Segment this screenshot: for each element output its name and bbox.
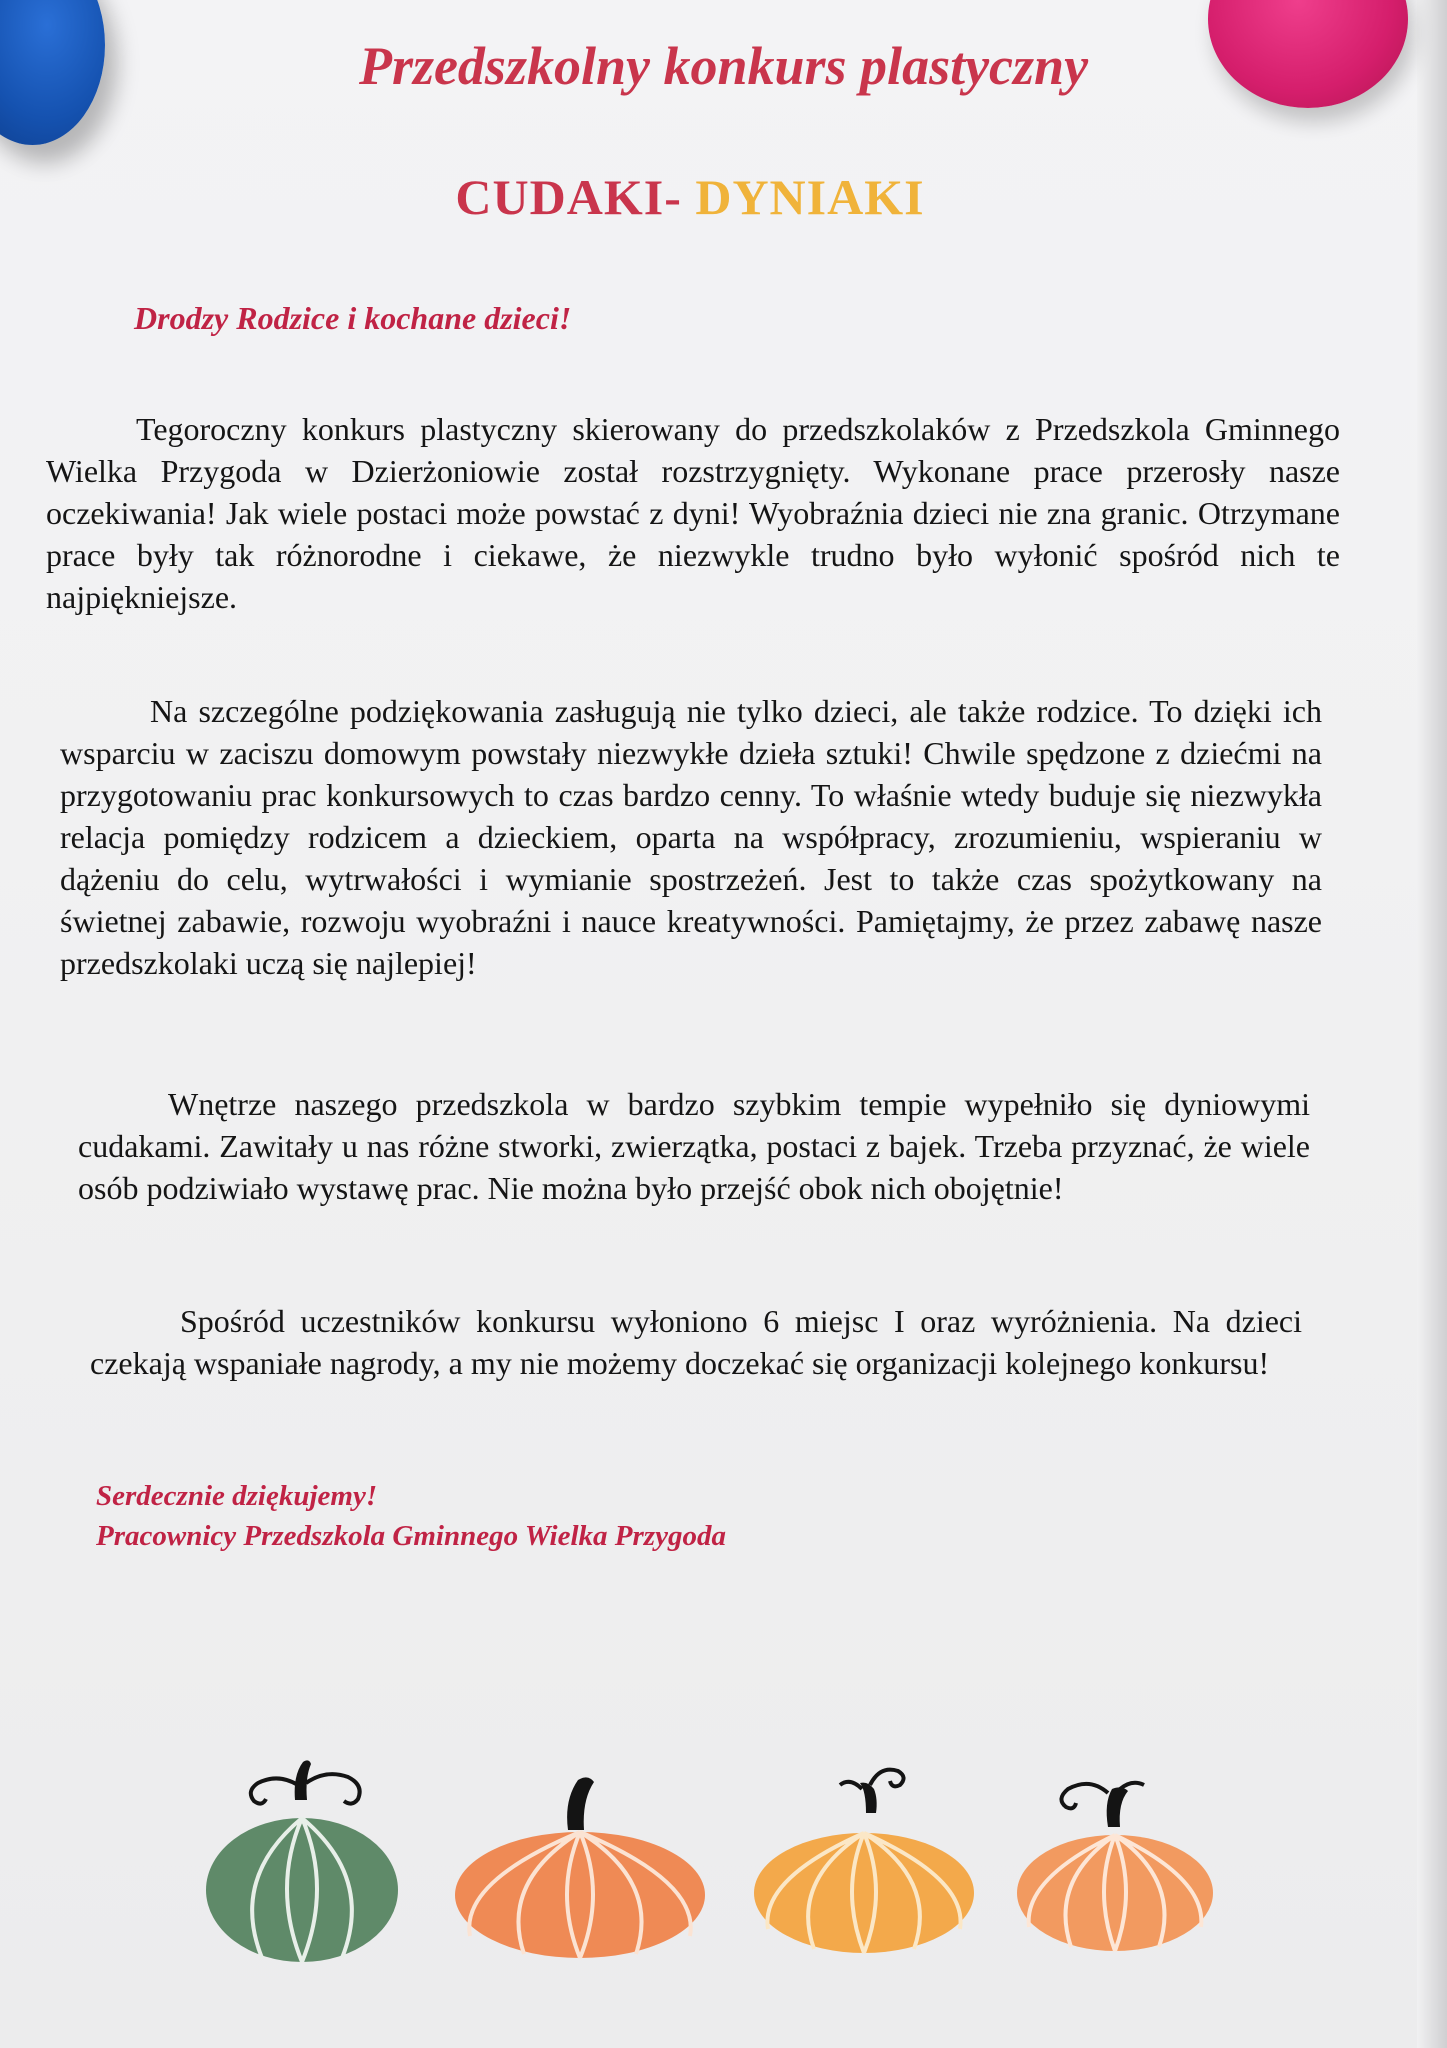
greeting: Drodzy Rodzice i kochane dzieci! xyxy=(134,300,572,336)
closing-signatory: Pracownicy Przedszkola Gminnego Wielka Przygoda xyxy=(96,1520,726,1552)
pumpkin-row xyxy=(190,1755,1230,1965)
paragraph-2: Na szczególne podziękowania zasługują nie tylko dzieci, ale także rodzice. To dzięki ich wsparciu w zaciszu domowym powstały niezwykłe dzieła sztuki! Chwile spędzone z dziećmi na przygotowaniu prac konkursowych to czas bardzo cenny. To właśnie wtedy buduje się niezwykła relacja pomiędzy rodzicem a dzieckiem, oparta na współpracy, zrozumieniu, wspieraniu w dążeniu do celu, wytrwałości i wymianie spostrzeżeń. Jest to także czas spożytkowany na świetnej zabawie, rozwoju wyobraźni i nauce kreatywności. Pamiętajmy, że przez zabawę nasze przedszkolaki uczą się najlepiej! xyxy=(60,693,1322,981)
closing-thanks: Serdecznie dziękujemy! xyxy=(96,1480,378,1512)
paragraph-1: Tegoroczny konkurs plastyczny skierowany do przedszkolaków z Przedszkola Gminnego Wielka Przygoda w Dzierżoniowie został rozstrzygnięty. Wykonane prace przerosły nasze oczekiwania! Jak wiele postaci może powstać z dyni! Wyobraźnia dzieci nie zna granic. Otrzymane prace były tak różnorodne i ciekawe, że niezwykle trudno było wyłonić spośród nich te najpiękniejsze. xyxy=(46,411,1340,615)
paper-edge-shadow xyxy=(1417,0,1447,2048)
green-pumpkin-icon xyxy=(206,1760,398,1962)
contest-name-part2: DYNIAKI xyxy=(695,169,925,225)
light-orange-pumpkin-icon xyxy=(1017,1783,1213,1951)
yellow-pumpkin-icon xyxy=(754,1770,974,1953)
contest-name xyxy=(0,168,1380,226)
poster-title: Przedszkolny konkurs plastyczny xyxy=(358,36,1089,96)
closing-signature xyxy=(96,1476,726,1556)
paragraph-3: Wnętrze naszego przedszkola w bardzo szybkim tempie wypełniło się dyniowymi cudakami. Zawitały u nas różne stworki, zwierzątka, postaci z bajek. Trzeba przyznać, że wiele osób podziwiało wystawę prac. Nie można było przejść obok nich obojętnie! xyxy=(78,1086,1310,1206)
paragraph-4: Spośród uczestników konkursu wyłoniono 6 miejsc I oraz wyróżnienia. Na dzieci czekają wspaniałe nagrody, a my nie możemy doczekać się organizacji kolejnego konkursu! xyxy=(90,1303,1302,1381)
orange-pumpkin-icon xyxy=(455,1777,705,1958)
contest-name-part1: CUDAKI- xyxy=(455,169,696,225)
